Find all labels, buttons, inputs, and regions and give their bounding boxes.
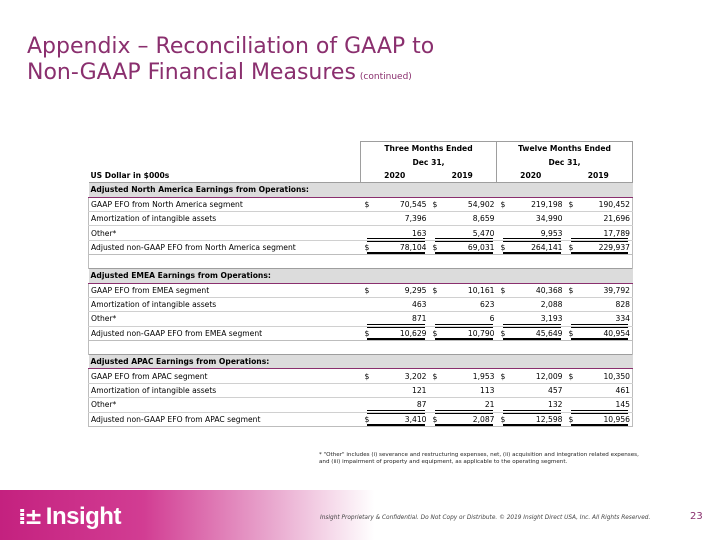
total-rule: [364, 327, 425, 340]
value-cell: [429, 412, 497, 426]
table-row: [89, 398, 633, 412]
subtotal-rule: [435, 238, 493, 239]
row-label: Adjusted non-GAAP EFO from EMEA segment: [89, 326, 361, 340]
currency-symbol: $: [500, 371, 506, 381]
currency-symbol: $: [364, 414, 370, 424]
value-number: 145: [615, 400, 631, 410]
row-label: Other*: [89, 226, 361, 240]
currency-symbol: $: [432, 199, 438, 209]
value-cell: [361, 369, 429, 383]
subtotal-rule: [571, 324, 629, 325]
value-cell: [429, 240, 497, 254]
section-header: [89, 355, 633, 369]
value-cell: [565, 312, 633, 326]
row-label: Amortization of intangible assets: [89, 297, 361, 311]
value-number: 461: [615, 386, 631, 396]
reconciliation-table: [88, 141, 633, 427]
value-cell: [565, 398, 633, 412]
value-number: 8,659: [472, 214, 495, 224]
value-cell: [565, 240, 633, 254]
value-cell: [429, 197, 497, 211]
value-cell: [361, 283, 429, 297]
value-number: 190,452: [598, 199, 631, 209]
row-label: Other*: [89, 398, 361, 412]
section-title: Adjusted APAC Earnings from Operations:: [89, 355, 633, 369]
value-number: 457: [548, 386, 563, 396]
value-number: 45,649: [535, 328, 563, 338]
value-cell: [429, 211, 497, 225]
table-header: [89, 142, 633, 183]
value-cell: [361, 398, 429, 412]
total-rule: [432, 327, 493, 340]
value-cell: [565, 369, 633, 383]
currency-symbol: $: [364, 242, 370, 252]
value-number: 3,202: [404, 371, 427, 381]
currency-symbol: $: [432, 371, 438, 381]
currency-symbol: $: [500, 328, 506, 338]
table-row: [89, 326, 633, 340]
subtotal-rule: [503, 410, 561, 411]
row-label: GAAP EFO from North America segment: [89, 197, 361, 211]
title-line-1: Appendix – Reconciliation of GAAP to: [27, 34, 435, 59]
value-cell: [361, 297, 429, 311]
currency-symbol: $: [364, 199, 370, 209]
value-number: 9,295: [404, 285, 427, 295]
total-rule: [432, 413, 493, 426]
header-three-months-date: Dec 31,: [361, 155, 497, 168]
value-cell: [497, 240, 565, 254]
year-header: 2019: [565, 169, 633, 183]
title-line-2: [27, 60, 434, 90]
value-cell: [497, 283, 565, 297]
currency-symbol: $: [568, 199, 574, 209]
currency-symbol: $: [500, 285, 506, 295]
value-number: 5,470: [472, 228, 495, 238]
value-cell: [565, 283, 633, 297]
value-number: 10,629: [399, 328, 427, 338]
value-number: 2,087: [472, 414, 495, 424]
page-title: [27, 34, 434, 90]
value-number: 10,350: [603, 371, 631, 381]
value-cell: [361, 326, 429, 340]
value-number: 219,198: [531, 199, 563, 209]
value-cell: [361, 412, 429, 426]
value-cell: [361, 197, 429, 211]
value-number: 9,953: [540, 228, 563, 238]
value-cell: [497, 326, 565, 340]
year-header: 2020: [497, 169, 565, 183]
value-cell: [429, 226, 497, 240]
currency-symbol: $: [432, 242, 438, 252]
value-cell: [497, 383, 565, 397]
value-cell: [429, 326, 497, 340]
total-rule: [568, 413, 629, 426]
value-number: 10,956: [603, 414, 631, 424]
value-cell: [565, 197, 633, 211]
value-cell: [565, 211, 633, 225]
currency-symbol: $: [432, 285, 438, 295]
value-number: 3,193: [540, 314, 563, 324]
table-body: [89, 183, 633, 427]
value-number: 12,598: [535, 414, 563, 424]
total-rule: [500, 241, 561, 254]
total-rule: [432, 241, 493, 254]
value-number: 17,789: [603, 228, 631, 238]
currency-symbol: $: [432, 328, 438, 338]
logo-wordmark: Insight: [45, 503, 121, 530]
table-row: [89, 312, 633, 326]
currency-symbol: $: [568, 242, 574, 252]
table-row: [89, 226, 633, 240]
value-number: 40,954: [603, 328, 631, 338]
row-label: Amortization of intangible assets: [89, 383, 361, 397]
header-three-months: Three Months Ended: [361, 142, 497, 156]
legal-notice: Insight Proprietary & Confidential. Do Not Copy or Distribute. © 2019 Insight Direct USA, Inc. All Rights Reserved.: [320, 515, 651, 521]
value-cell: [565, 326, 633, 340]
total-rule: [500, 327, 561, 340]
title-line-2-text: Non-GAAP Financial Measures: [27, 60, 356, 85]
currency-symbol: $: [364, 371, 370, 381]
value-number: 12,009: [535, 371, 563, 381]
currency-symbol: $: [568, 285, 574, 295]
value-number: 87: [416, 400, 427, 410]
value-cell: [361, 312, 429, 326]
header-twelve-months-date: Dec 31,: [497, 155, 633, 168]
value-number: 40,368: [535, 285, 563, 295]
subtotal-rule: [503, 324, 561, 325]
value-number: 334: [615, 314, 631, 324]
value-cell: [361, 226, 429, 240]
total-rule: [500, 413, 561, 426]
value-number: 121: [412, 386, 427, 396]
value-number: 132: [548, 400, 563, 410]
value-number: 7,396: [404, 214, 427, 224]
value-number: 3,410: [404, 414, 427, 424]
value-cell: [497, 412, 565, 426]
page-number: 23: [690, 511, 703, 522]
value-number: 10,161: [467, 285, 495, 295]
table-row: [89, 240, 633, 254]
value-number: 264,141: [531, 242, 563, 252]
value-cell: [429, 398, 497, 412]
table-row: [89, 297, 633, 311]
insight-logo: [18, 503, 121, 531]
subtotal-rule: [367, 410, 425, 411]
subtotal-rule: [571, 410, 629, 411]
value-cell: [497, 398, 565, 412]
total-rule: [364, 241, 425, 254]
value-cell: [497, 197, 565, 211]
unit-label: US Dollar in $000s: [90, 170, 170, 180]
currency-symbol: $: [500, 414, 506, 424]
section-header: [89, 269, 633, 283]
value-number: 78,104: [399, 242, 427, 252]
value-cell: [565, 383, 633, 397]
table-row: [89, 211, 633, 225]
value-number: 6: [489, 314, 495, 324]
value-cell: [361, 211, 429, 225]
value-number: 163: [412, 228, 427, 238]
value-number: 2,088: [540, 300, 563, 310]
section-spacer: [89, 341, 633, 355]
value-cell: [497, 312, 565, 326]
value-number: 1,953: [472, 371, 495, 381]
table-row: [89, 283, 633, 297]
row-label: Amortization of intangible assets: [89, 211, 361, 225]
value-cell: [429, 312, 497, 326]
value-number: 34,990: [535, 214, 563, 224]
currency-symbol: $: [568, 414, 574, 424]
year-header: 2020: [361, 169, 429, 183]
row-label: GAAP EFO from EMEA segment: [89, 283, 361, 297]
value-cell: [497, 226, 565, 240]
value-number: 21,696: [603, 214, 631, 224]
currency-symbol: $: [500, 242, 506, 252]
value-cell: [429, 369, 497, 383]
value-number: 113: [480, 386, 495, 396]
value-cell: [429, 297, 497, 311]
value-cell: [565, 226, 633, 240]
table-row: [89, 369, 633, 383]
currency-symbol: $: [364, 285, 370, 295]
total-rule: [364, 413, 425, 426]
value-number: 21: [484, 400, 495, 410]
subtotal-rule: [503, 238, 561, 239]
currency-symbol: $: [568, 371, 574, 381]
subtotal-rule: [571, 238, 629, 239]
row-label: Other*: [89, 312, 361, 326]
value-cell: [361, 383, 429, 397]
value-number: 623: [480, 300, 495, 310]
year-header: 2019: [429, 169, 497, 183]
currency-symbol: $: [364, 328, 370, 338]
value-number: 70,545: [399, 199, 427, 209]
total-rule: [568, 241, 629, 254]
value-cell: [497, 211, 565, 225]
value-number: 463: [412, 300, 427, 310]
section-header: [89, 183, 633, 197]
value-number: 828: [615, 300, 631, 310]
footnote: * "Other" includes (i) severance and restructuring expenses, net, (ii) acquisition and integration related expenses, and (iii) impairment of property and equipment, as applicable to the operating segment.: [319, 452, 639, 466]
value-number: 229,937: [598, 242, 631, 252]
subtotal-rule: [367, 238, 425, 239]
value-number: 54,902: [467, 199, 495, 209]
value-number: 871: [412, 314, 427, 324]
value-cell: [565, 412, 633, 426]
value-cell: [429, 283, 497, 297]
value-number: 39,792: [603, 285, 631, 295]
currency-symbol: $: [568, 328, 574, 338]
table-row: [89, 383, 633, 397]
section-title: Adjusted EMEA Earnings from Operations:: [89, 269, 633, 283]
currency-symbol: $: [432, 414, 438, 424]
row-label: GAAP EFO from APAC segment: [89, 369, 361, 383]
insight-mark-icon: ⁞±: [18, 504, 41, 530]
title-suffix: (continued): [359, 72, 412, 82]
table-row: [89, 412, 633, 426]
subtotal-rule: [367, 324, 425, 325]
section-spacer: [89, 255, 633, 269]
value-cell: [565, 297, 633, 311]
row-label: Adjusted non-GAAP EFO from APAC segment: [89, 412, 361, 426]
row-label: Adjusted non-GAAP EFO from North America segment: [89, 240, 361, 254]
section-title: Adjusted North America Earnings from Operations:: [89, 183, 633, 197]
table-row: [89, 197, 633, 211]
value-cell: [429, 383, 497, 397]
value-number: 10,790: [467, 328, 495, 338]
value-cell: [361, 240, 429, 254]
value-number: 69,031: [467, 242, 495, 252]
value-cell: [497, 369, 565, 383]
currency-symbol: $: [500, 199, 506, 209]
total-rule: [568, 327, 629, 340]
subtotal-rule: [435, 410, 493, 411]
header-twelve-months: Twelve Months Ended: [497, 142, 633, 156]
value-cell: [497, 297, 565, 311]
subtotal-rule: [435, 324, 493, 325]
